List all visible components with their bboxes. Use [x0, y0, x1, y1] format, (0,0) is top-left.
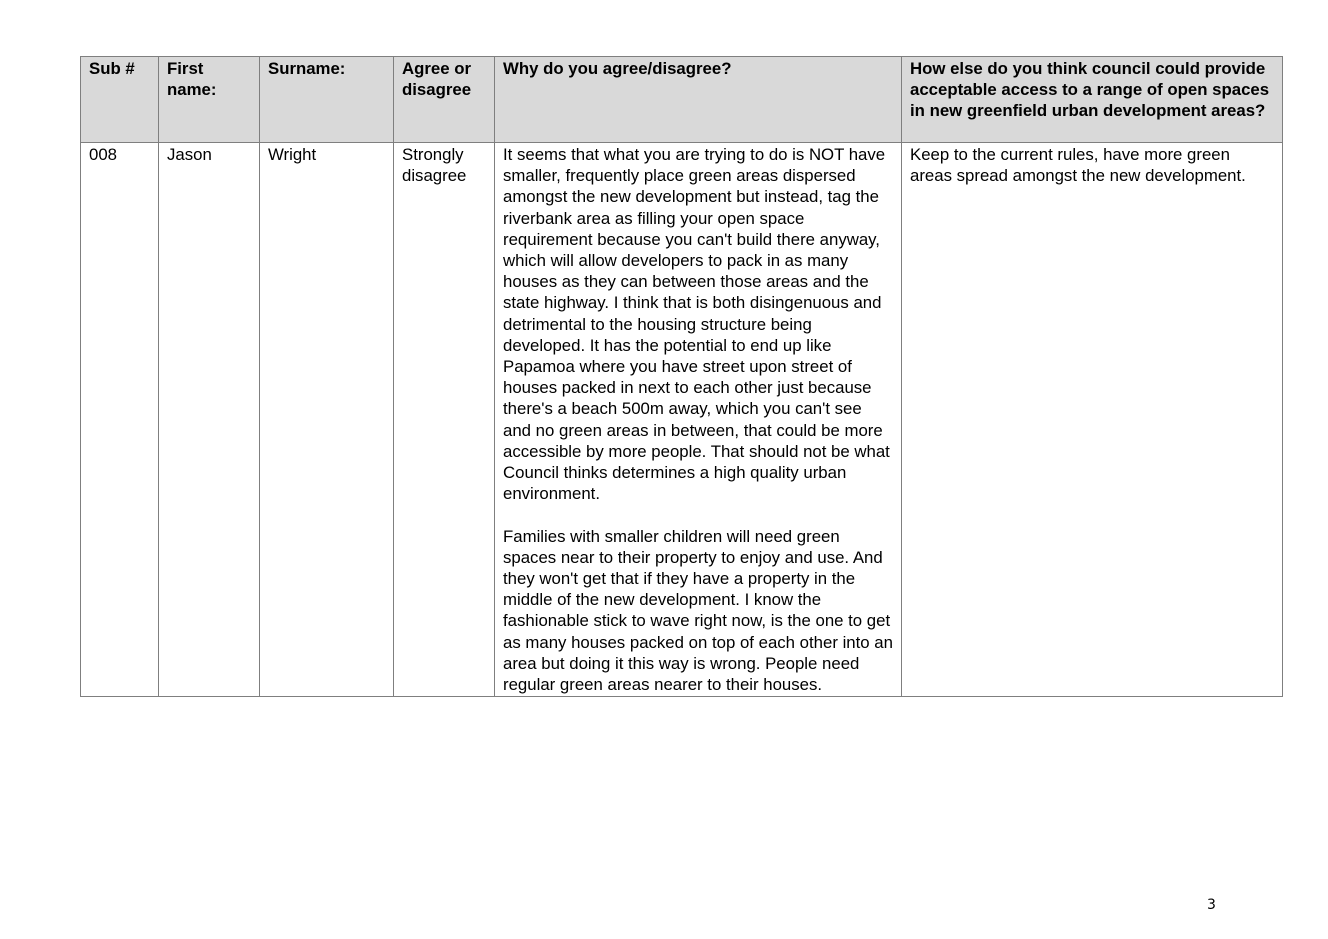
header-surname: Surname: [260, 57, 394, 143]
why-paragraph-1: It seems that what you are trying to do is NOT have smaller, frequently place green areas dispersed amongst the new development but instead, tag the riverbank area as filling your open space requirement because you can't build there anyway, which will allow developers to pack in as many houses as they can between those areas and the state highway. I think that is both disingenuous and detrimental to the housing structure being developed. It has the potential to end up like Papamoa where you have street upon street of houses packed in next to each other just because there's a beach 500m away, which you can't see and no green areas in between, that could be more accessible by more people. That should not be what Council thinks determines a high quality urban environment. [503, 145, 890, 504]
header-how-else: How else do you think council could provide acceptable access to a range of open spaces in new greenfield urban development areas? [902, 57, 1283, 143]
page-number: 3 [1207, 897, 1216, 913]
table-row [81, 143, 1283, 697]
header-agree-or-disagree: Agree or disagree [394, 57, 495, 143]
cell-why-agree-disagree [495, 143, 902, 697]
cell-how-else: Keep to the current rules, have more green areas spread amongst the new development. [902, 143, 1283, 697]
header-why-agree-disagree: Why do you agree/disagree? [495, 57, 902, 143]
cell-agree-or-disagree: Strongly disagree [394, 143, 495, 697]
cell-first-name: Jason [159, 143, 260, 697]
why-paragraph-2: Families with smaller children will need green spaces near to their property to enjoy and use. And they won't get that if they have a property in the middle of the new development. I know the fashionable stick to wave right now, is the one to get as many houses packed on top of each other into an area but doing it this way is wrong. People need regular green areas nearer to their houses. [503, 526, 893, 695]
header-sub-number: Sub # [81, 57, 159, 143]
cell-surname: Wright [260, 143, 394, 697]
table-header-row [81, 57, 1283, 143]
cell-sub-number: 008 [81, 143, 159, 697]
header-first-name: First name: [159, 57, 260, 143]
submissions-table [80, 56, 1283, 697]
